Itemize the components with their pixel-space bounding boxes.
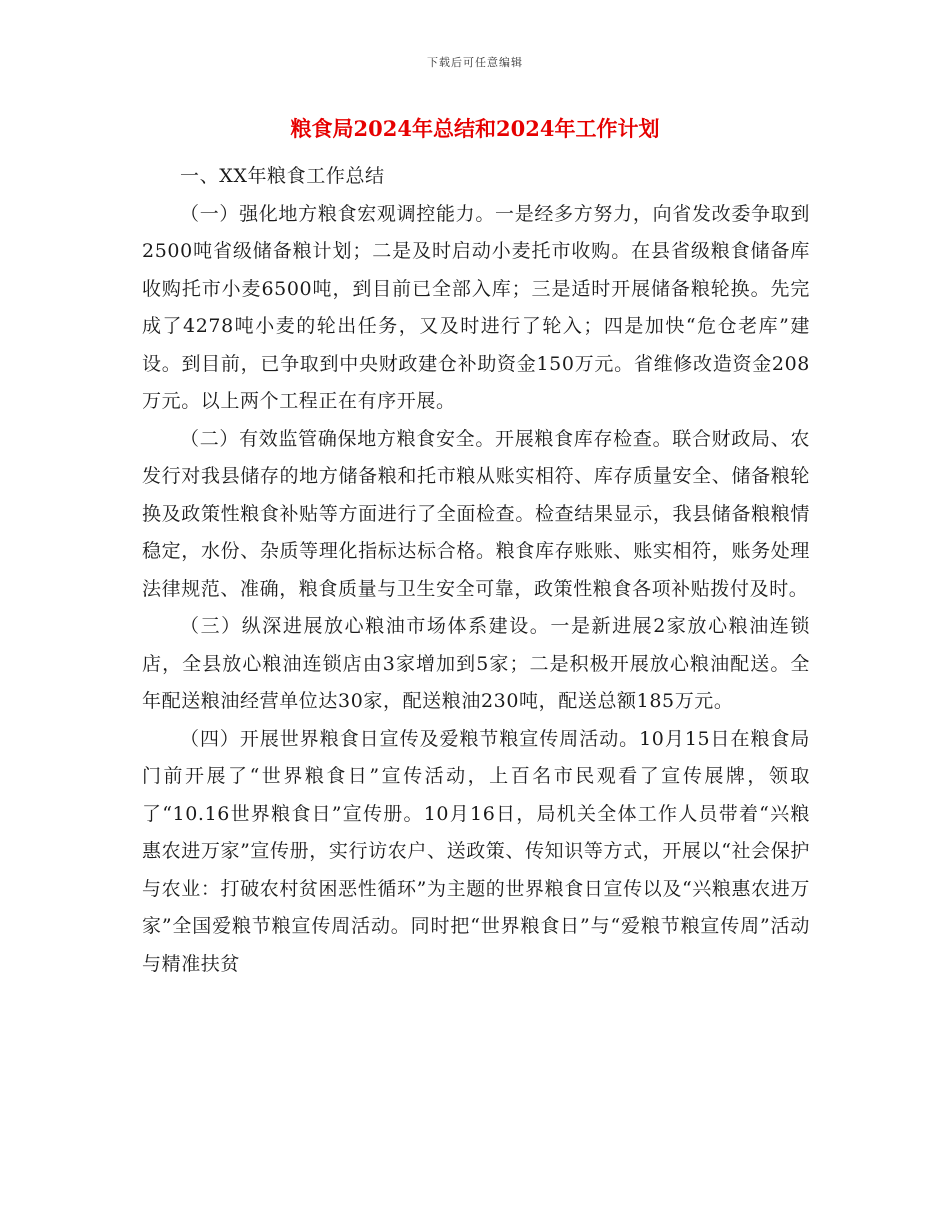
section-heading: 一、XX年粮食工作总结 [180,165,385,187]
document-title: 粮食局2024年总结和2024年工作计划 [290,116,660,141]
paragraph-3: （三）纵深进展放心粮油市场体系建设。一是新进展2家放心粮油连锁店，全县放心粮油连锁店由3家增加到5家；二是积极开展放心粮油配送。全年配送粮油经营单位达30家，配送粮油230吨，配送总额185万元。 [142,615,810,712]
paragraph-1: （一）强化地方粮食宏观调控能力。一是经多方努力，向省发改委争取到2500吨省级储备粮计划；二是及时启动小麦托市收购。在县省级粮食储备库收购托市小麦6500吨，到目前已全部入库；三是适时开展储备粮轮换。先完成了4278吨小麦的轮出任务，又及时进行了轮入；四是加快“危仓老库”建设。到目前，已争取到中央财政建仓补助资金150万元。省维修改造资金208万元。以上两个工程正在有序开展。 [142,202,810,412]
header-note: 下载后可任意编辑 [427,56,523,69]
paragraph-2: （二）有效监管确保地方粮食安全。开展粮食库存检查。联合财政局、农发行对我县储存的地方储备粮和托市粮从账实相符、库存质量安全、储备粮轮换及政策性粮食补贴等方面进行了全面检查。检查结果显示，我县储备粮粮情稳定，水份、杂质等理化指标达标合格。粮食库存账账、账实相符，账务处理法律规范、准确，粮食质量与卫生安全可靠，政策性粮食各项补贴拨付及时。 [142,427,810,600]
document-body [142,158,810,983]
paragraph-4: （四）开展世界粮食日宣传及爱粮节粮宣传周活动。10月15日在粮食局门前开展了“世界粮食日”宣传活动，上百名市民观看了宣传展牌，领取了“10.16世界粮食日”宣传册。10月16日，局机关全体工作人员带着“兴粮惠农进万家”宣传册，实行访农户、送政策、传知识等方式，开展以“社会保护与农业：打破农村贫困恶性循环”为主题的世界粮食日宣传以及“兴粮惠农进万家”全国爱粮节粮宣传周活动。同时把“世界粮食日”与“爱粮节粮宣传周”活动与精准扶贫 [142,727,810,975]
